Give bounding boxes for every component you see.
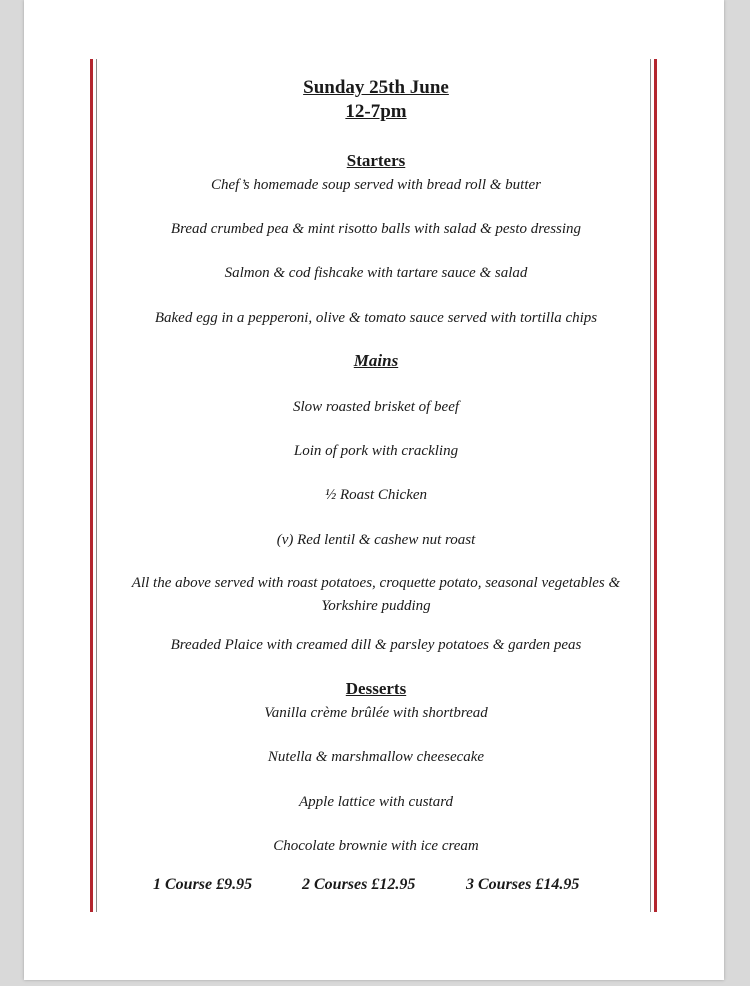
starter-item: Chef’s homemade soup served with bread roll & butter xyxy=(211,177,541,193)
menu-page xyxy=(24,0,724,980)
main-item: Breaded Plaice with creamed dill & parsley potatoes & garden peas xyxy=(170,637,582,653)
starter-item: Baked egg in a pepperoni, olive & tomato sauce served with tortilla chips xyxy=(154,310,598,326)
dessert-item: Chocolate brownie with ice cream xyxy=(273,838,479,854)
main-item: Slow roasted brisket of beef xyxy=(292,399,460,415)
border-line-red xyxy=(654,59,657,912)
main-accompaniments: All the above served with roast potatoes, croquette potato, seasonal vegetables & Yorkshire pudding xyxy=(131,575,621,614)
border-line-grey xyxy=(96,59,97,912)
main-item: Loin of pork with crackling xyxy=(293,443,459,459)
right-border xyxy=(650,59,659,912)
dessert-item: Vanilla crème brûlée with shortbread xyxy=(264,705,488,721)
left-border xyxy=(90,59,99,912)
starter-item: Bread crumbed pea & mint risotto balls with salad & pesto dressing xyxy=(170,221,582,237)
border-line-red xyxy=(90,59,93,912)
dessert-item: Nutella & marshmallow cheesecake xyxy=(267,749,485,765)
starter-item: Salmon & cod fishcake with tartare sauce & salad xyxy=(224,265,528,281)
starters-heading: Starters xyxy=(346,151,406,170)
main-item: (v) Red lentil & cashew nut roast xyxy=(276,532,476,548)
price-one-course: 1 Course £9.95 xyxy=(153,876,253,893)
border-line-grey xyxy=(650,59,651,912)
dessert-item: Apple lattice with custard xyxy=(298,794,453,810)
menu-time: 12-7pm xyxy=(345,101,407,122)
price-three-courses: 3 Courses £14.95 xyxy=(466,876,580,893)
mains-heading: Mains xyxy=(353,351,399,370)
menu-date: Sunday 25th June xyxy=(303,77,449,98)
main-item: ½ Roast Chicken xyxy=(324,487,428,503)
desserts-heading: Desserts xyxy=(345,679,407,698)
price-two-courses: 2 Courses £12.95 xyxy=(302,876,416,893)
